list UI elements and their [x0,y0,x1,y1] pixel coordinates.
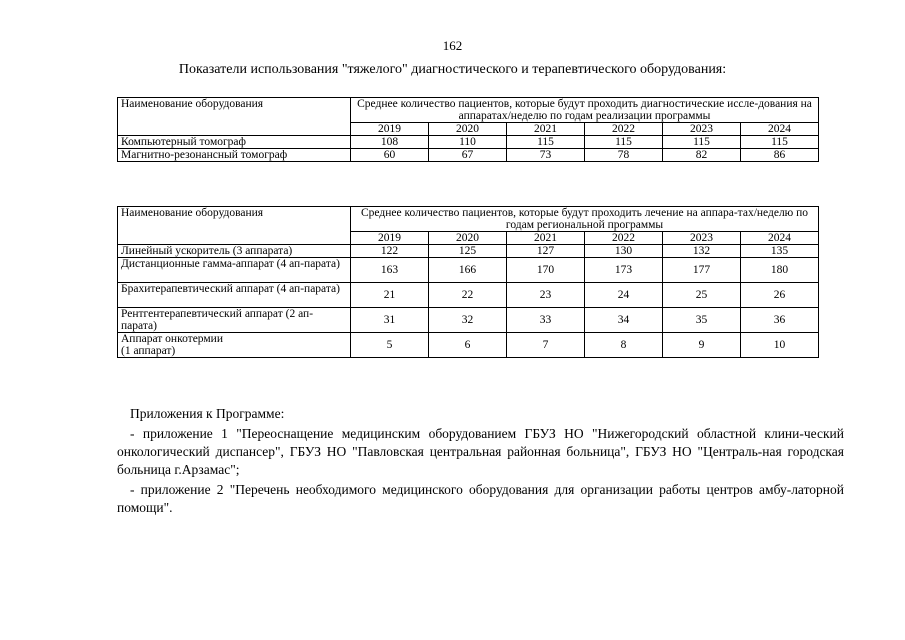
value-cell: 21 [351,283,429,308]
value-cell: 78 [585,149,663,162]
year-header: 2019 [351,123,429,136]
page-number: 162 [442,38,463,53]
value-cell: 115 [663,136,741,149]
year-header: 2021 [507,123,585,136]
table-row [118,283,819,308]
value-cell: 73 [507,149,585,162]
year-header: 2023 [663,123,741,136]
year-header: 2024 [741,232,819,245]
year-header: 2022 [585,232,663,245]
value-cell: 22 [429,283,507,308]
value-cell: 33 [507,308,585,333]
value-cell: 36 [741,308,819,333]
value-cell: 166 [429,258,507,283]
value-cell: 24 [585,283,663,308]
value-cell: 34 [585,308,663,333]
value-cell: 130 [585,245,663,258]
value-cell: 9 [663,333,741,358]
value-cell: 115 [507,136,585,149]
value-cell: 35 [663,308,741,333]
col-name-header: Наименование оборудования [118,98,351,136]
table-row [118,245,819,258]
value-cell: 7 [507,333,585,358]
equipment-name: Аппарат онкотермии (1 аппарат) [118,333,351,358]
equipment-name: Дистанционные гамма-аппарат (4 ап-парата) [118,258,351,283]
value-cell: 32 [429,308,507,333]
table-row [118,136,819,149]
value-cell: 25 [663,283,741,308]
value-cell: 170 [507,258,585,283]
year-header: 2019 [351,232,429,245]
value-cell: 122 [351,245,429,258]
equipment-name: Рентгентерапевтический аппарат (2 ап-парата) [118,308,351,333]
year-header: 2022 [585,123,663,136]
year-header: 2020 [429,123,507,136]
table-row [118,333,819,358]
value-cell: 86 [741,149,819,162]
value-cell: 110 [429,136,507,149]
value-cell: 163 [351,258,429,283]
group-header: Среднее количество пациентов, которые будут проходить диагностические иссле-дования на аппаратах/неделю по годам реализации программы [351,98,819,123]
table-row [118,308,819,333]
value-cell: 26 [741,283,819,308]
equipment-name: Брахитерапевтический аппарат (4 ап-парата) [118,283,351,308]
value-cell: 125 [429,245,507,258]
diagnostic-equipment-table [117,97,819,162]
value-cell: 60 [351,149,429,162]
value-cell: 5 [351,333,429,358]
group-header: Среднее количество пациентов, которые будут проходить лечение на аппара-тах/неделю по годам региональной программы [351,207,819,232]
table-row [118,258,819,283]
value-cell: 115 [585,136,663,149]
value-cell: 127 [507,245,585,258]
therapeutic-equipment-table [117,206,819,358]
value-cell: 67 [429,149,507,162]
year-header: 2020 [429,232,507,245]
value-cell: 135 [741,245,819,258]
value-cell: 82 [663,149,741,162]
value-cell: 31 [351,308,429,333]
appendix-heading: Приложения к Программе: [130,406,285,421]
equipment-name: Линейный ускоритель (3 аппарата) [118,245,351,258]
value-cell: 23 [507,283,585,308]
section-title: Показатели использования "тяжелого" диагностического и терапевтического оборудования: [178,62,727,77]
col-name-header: Наименование оборудования [118,207,351,245]
value-cell: 6 [429,333,507,358]
equipment-name: Компьютерный томограф [118,136,351,149]
value-cell: 132 [663,245,741,258]
value-cell: 115 [741,136,819,149]
value-cell: 180 [741,258,819,283]
year-header: 2024 [741,123,819,136]
value-cell: 10 [741,333,819,358]
appendix-item-1: - приложение 1 "Переоснащение медицинским оборудованием ГБУЗ НО "Нижегородский областной клини-ческий онкологический диспансер", ГБУЗ НО "Павловская центральная районная больница", ГБУЗ НО "Централь-ная городская больница г.Арзамас"; [117,426,844,477]
equipment-name: Магнитно-резонансный томограф [118,149,351,162]
value-cell: 8 [585,333,663,358]
appendix-item-2: - приложение 2 "Перечень необходимого медицинского оборудования для организации работы центров амбу-латорной помощи". [117,482,844,515]
year-header: 2021 [507,232,585,245]
year-header: 2023 [663,232,741,245]
value-cell: 108 [351,136,429,149]
value-cell: 177 [663,258,741,283]
value-cell: 173 [585,258,663,283]
table-row [118,149,819,162]
